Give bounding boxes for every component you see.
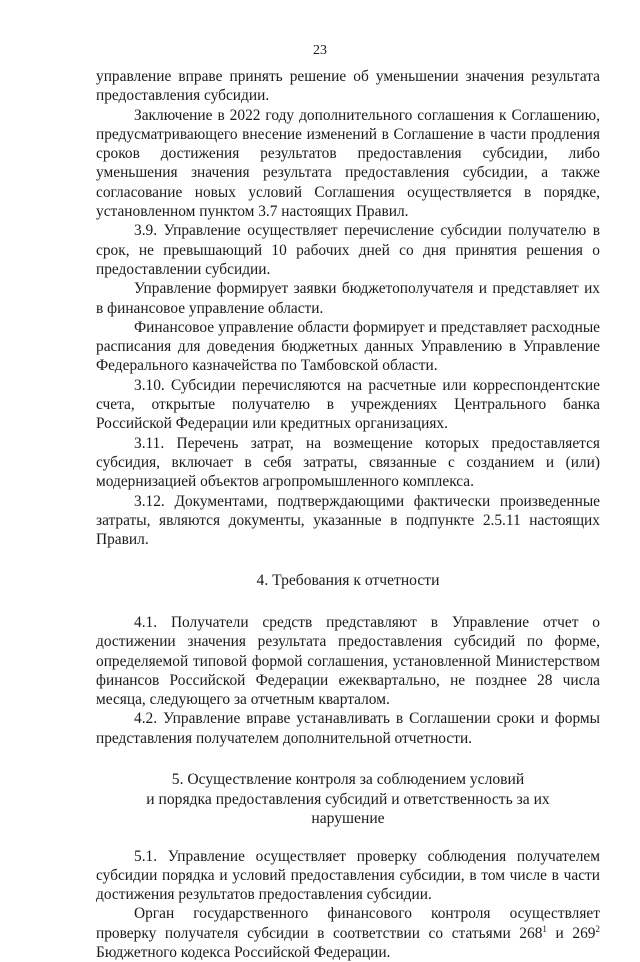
section-heading-4: 4. Требования к отчетности [256,572,440,590]
heading-line: 5. Осуществление контроля за соблюдением условий [171,771,525,788]
paragraph: 3.9. Управление осуществляет перечисление субсидии получателю в срок, не превышающий 10 рабочих дней со дня принятия решения о предоставлении субсидии. [96,222,600,278]
text-part: Орган государственного финансового контроля осуществляет проверку получателя субсидии в соответствии со статьями 268 [96,905,600,942]
paragraph: 4.1. Получатели средств представляют в Управление отчет о достижении значения результата предоставления субсидий по форме, определяемой типовой формой соглашения, установленной Министерством финансов Российской Федерации ежеквартально, не позднее 28 числа месяца, следующего за отчетным кварталом. [96,613,600,709]
heading-line: нарушение [311,810,385,827]
paragraph: управление вправе принять решение об уменьшении значения результата предоставления субсидии. [96,68,600,105]
heading-line: и порядка предоставления субсидий и ответственность за их [146,790,550,808]
page-number: 23 [313,43,327,58]
text-part: Бюджетного кодекса Российской Федерации. [96,943,391,961]
document-body [96,67,600,962]
paragraph-with-superscripts [96,904,600,962]
paragraph: 5.1. Управление осуществляет проверку соблюдения получателем субсидии порядка и условий предоставления субсидии, в том числе в части достижения результатов предоставления субсидии. [96,847,600,904]
section-heading-5 [96,770,600,829]
paragraph: 4.2. Управление вправе устанавливать в Соглашении сроки и формы представления получателем дополнительной отчетности. [96,710,600,747]
superscript: 1 [542,923,547,934]
paragraph: 3.11. Перечень затрат, на возмещение которых предоставляется субсидия, включает в себя затраты, связанные с созданием и (или) модернизацией объектов агропромышленного комплекса. [96,434,600,491]
paragraph: Финансовое управление области формирует и представляет расходные расписания для доведения бюджетных данных Управлению в Управление Федерального казначейства по Тамбовской области. [96,318,600,375]
paragraph: Заключение в 2022 году дополнительного соглашения к Соглашению, предусматривающего внесение изменений в Соглашение в части продления сроков достижения результатов предоставления субсидии, либо уменьшения значения результата предоставления субсидии, а также согласование новых условий Соглашения осуществляется в порядке, установленном пунктом 3.7 настоящих Правил. [96,106,600,221]
paragraph: 3.12. Документами, подтверждающими фактически произведенные затраты, являются документы, указанные в подпункте 2.5.11 настоящих Правил. [96,492,600,549]
text-part: и 269 [546,924,596,942]
superscript: 2 [595,923,600,934]
paragraph: Управление формирует заявки бюджетополучателя и представляет их в финансовое управление области. [96,280,600,317]
paragraph: 3.10. Субсидии перечисляются на расчетные или корреспондентские счета, открытые получателю в учреждениях Центрального банка Российской Федерации или кредитных организациях. [96,376,600,433]
